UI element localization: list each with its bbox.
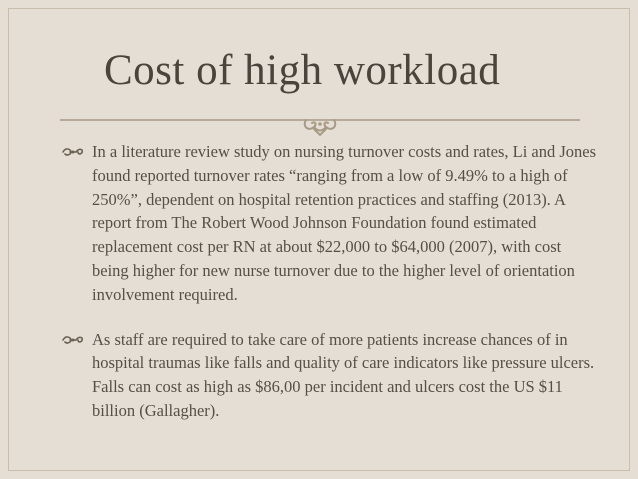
- bullet-list: [62, 140, 597, 423]
- bullet-text: In a literature review study on nursing turnover costs and rates, Li and Jones found reported turnover rates “ranging from a low of 9.49% to a high of 250%”, dependent on hospital retention practices and staffing (2013). A report from The Robert Wood Johnson Foundation found estimated replacement cost per RN at about $22,000 to $64,000 (2007), with cost being higher for new nurse turnover due to the higher level of orientation involvement required.: [92, 142, 597, 304]
- bullet-item-turnover-costs: [62, 140, 597, 307]
- fleuron-icon: [62, 146, 84, 158]
- bullet-item-patient-traumas: [62, 328, 597, 423]
- slide-title: Cost of high workload: [104, 47, 501, 94]
- ornament-icon: [60, 112, 580, 138]
- fleuron-icon: [62, 334, 84, 346]
- bullet-text: As staff are required to take care of more patients increase chances of in hospital traumas like falls and quality of care indicators like pressure ulcers. Falls can cost as high as $86,00 per incident and ulcers cost the US $11 billion (Gallagher).: [92, 329, 595, 420]
